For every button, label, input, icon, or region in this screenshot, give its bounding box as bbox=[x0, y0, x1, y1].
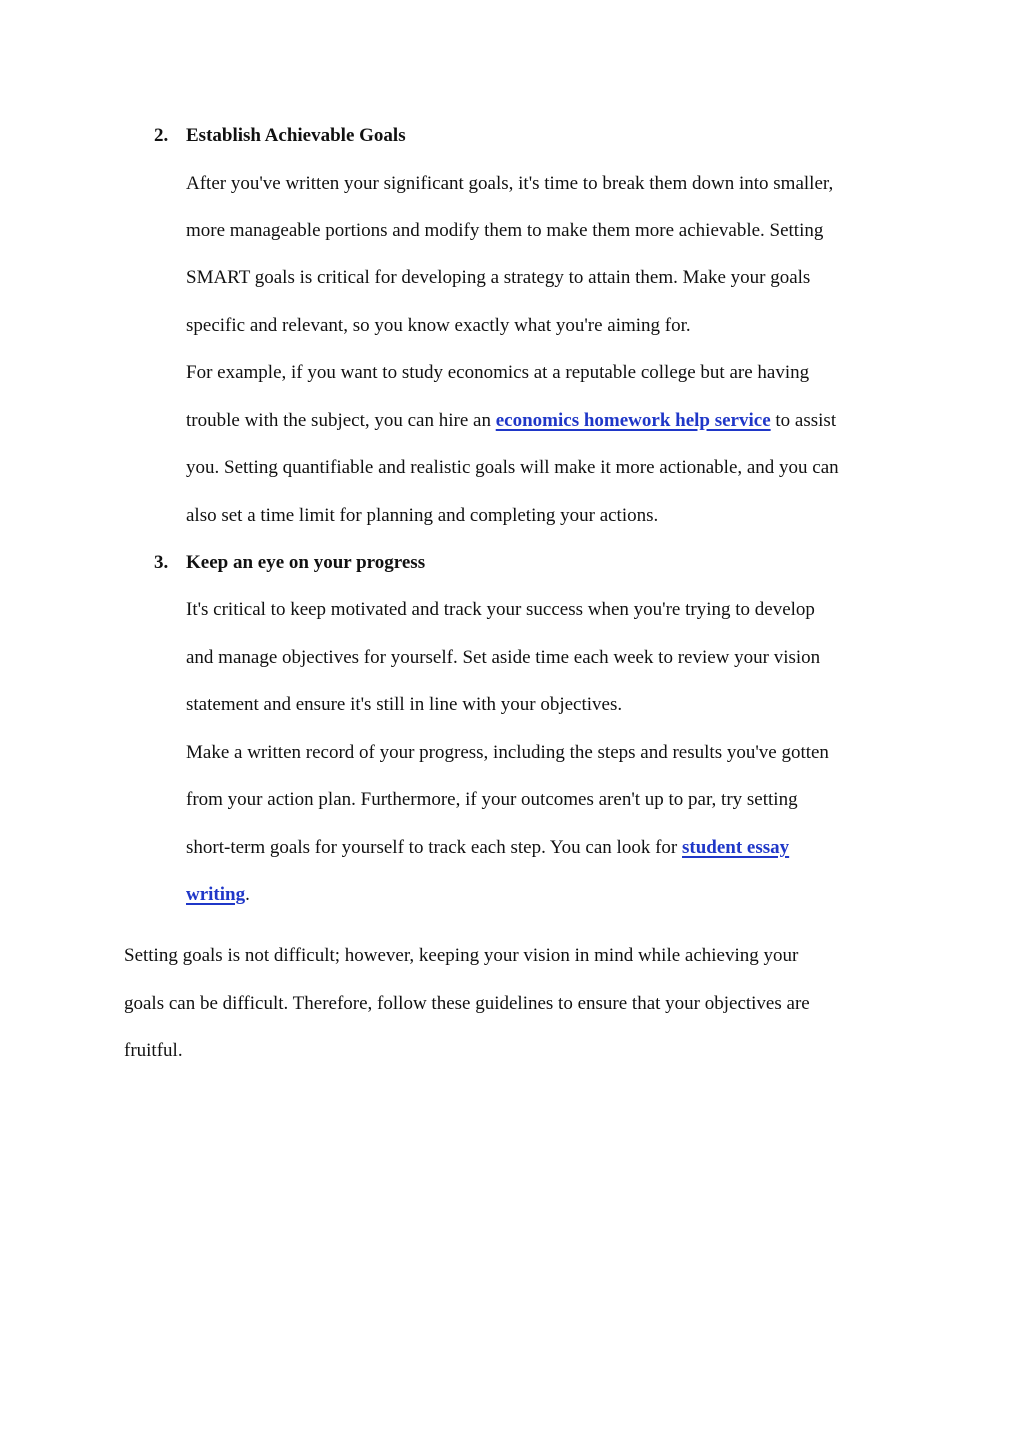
paragraph-line-with-link bbox=[186, 409, 836, 433]
economics-homework-help-link[interactable]: economics homework help service bbox=[495, 410, 771, 431]
paragraph-line-with-link bbox=[186, 836, 789, 860]
paragraph-line: from your action plan. Furthermore, if your outcomes aren't up to par, try setting bbox=[186, 789, 798, 810]
paragraph-line: specific and relevant, so you know exactly what you're aiming for. bbox=[186, 315, 691, 336]
paragraph-line: and manage objectives for yourself. Set aside time each week to review your vision bbox=[186, 647, 821, 668]
paragraph-line: Make a written record of your progress, including the steps and results you've gotten bbox=[186, 742, 829, 763]
student-essay-writing-link[interactable]: student essay bbox=[682, 837, 790, 858]
list-number-2: 2. bbox=[154, 125, 169, 146]
paragraph-line: SMART goals is critical for developing a strategy to attain them. Make your goals bbox=[186, 267, 811, 288]
paragraph-line: After you've written your significant goals, it's time to break them down into smaller, bbox=[186, 173, 834, 194]
paragraph-line: For example, if you want to study economics at a reputable college but are having bbox=[186, 362, 810, 383]
text-span: short-term goals for yourself to track each step. You can look for bbox=[186, 837, 682, 858]
paragraph-line: you. Setting quantifiable and realistic goals will make it more actionable, and you can bbox=[186, 457, 839, 478]
paragraph-line-with-link bbox=[186, 883, 250, 907]
paragraph-line: statement and ensure it's still in line with your objectives. bbox=[186, 694, 623, 715]
section-heading-establish-goals: Establish Achievable Goals bbox=[186, 125, 406, 146]
text-span: . bbox=[245, 884, 250, 905]
conclusion-line: Setting goals is not difficult; however, keeping your vision in mind while achieving your bbox=[124, 945, 799, 966]
text-span: to assist bbox=[770, 410, 837, 431]
paragraph-line: It's critical to keep motivated and track your success when you're trying to develop bbox=[186, 599, 815, 620]
paragraph-line: also set a time limit for planning and completing your actions. bbox=[186, 505, 659, 526]
conclusion-line: fruitful. bbox=[124, 1040, 183, 1061]
paragraph-line: more manageable portions and modify them to make them more achievable. Setting bbox=[186, 220, 824, 241]
text-span: trouble with the subject, you can hire an bbox=[186, 410, 496, 431]
list-number-3: 3. bbox=[154, 552, 169, 573]
student-essay-writing-link-continued[interactable]: writing bbox=[186, 884, 246, 905]
section-heading-track-progress: Keep an eye on your progress bbox=[186, 552, 426, 573]
conclusion-line: goals can be difficult. Therefore, follow these guidelines to ensure that your objectives are bbox=[124, 993, 810, 1014]
